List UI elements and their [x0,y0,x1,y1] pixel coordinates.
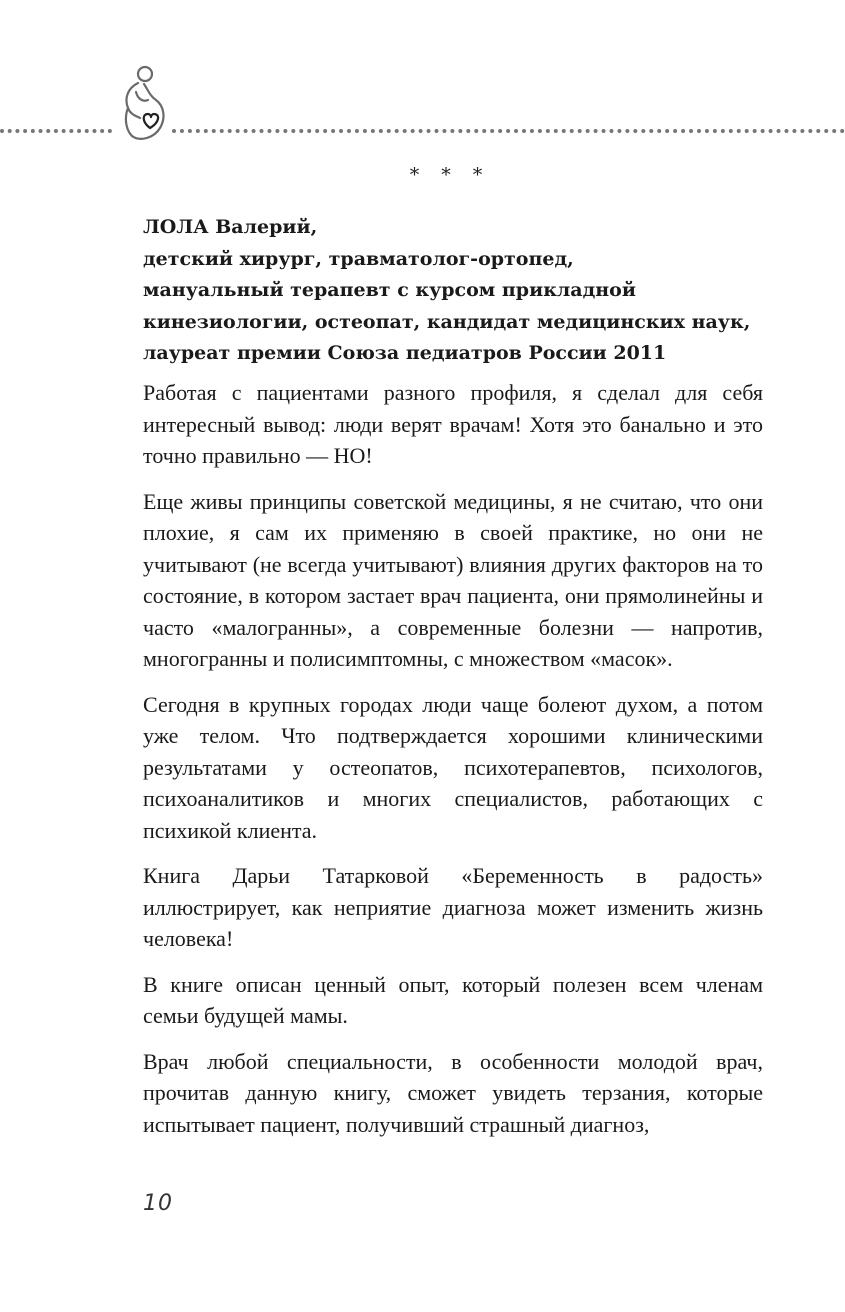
pregnant-woman-heart-icon [108,62,174,144]
author-block: ЛОЛА Валерий, детский хирург, травматолог-ортопед, мануальный терапевт с курсом прикладной кинезиологии, остеопат, кандидат медицинских наук, лауреат премии Союза педиатров России 2011 [143,216,751,364]
paragraph: Врач любой специальности, в особенности молодой врач, прочитав данную книгу, сможет увидеть терзания, которые испытывает пациент, получивший страшный диагноз, [143,1048,763,1137]
body-text [143,377,763,1154]
paragraph: Сегодня в крупных городах люди чаще болеют духом, а потом уже телом. Что подтверждается хорошими клиническими результатами у остеопатов, психотерапевтов, психологов, психоаналитиков и многих специалистов, работающих с психикой клиента. [143,691,763,843]
paragraph: В книге описан ценный опыт, который полезен всем членам семьи будущей мамы. [143,971,763,1028]
paragraph: Книга Дарьи Татарковой «Беременность в радость» иллюстрирует, как неприятие диагноза может изменить жизнь человека! [143,863,763,951]
header-dotted-line-right [172,129,845,133]
paragraph: Еще живы принципы советской медицины, я не считаю, что они плохие, я сам их применяю в своей практике, но они не учитывают (не всегда учитывают) влияния других факторов на то состояние, в котором застает врач пациента, они прямолинейны и часто «малогранны», а современные болезни — напротив, многогранны и полисимптомны, с множеством «масок». [143,488,763,671]
header-dotted-line-left [0,129,112,133]
paragraph: Работая с пациентами разного профиля, я сделал для себя интересный вывод: люди верят врачам! Хотя это банально и это точно правильно — НО! [143,380,763,468]
section-separator: * * * [409,164,491,186]
page-number: 10 [143,1191,173,1216]
